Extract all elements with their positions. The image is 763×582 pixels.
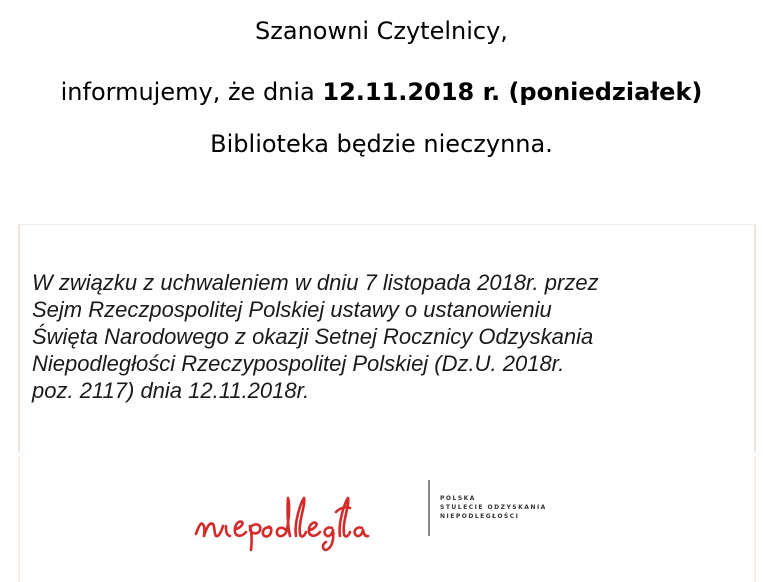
legal-notice-text [32,269,744,404]
inform-line [0,77,763,107]
inform-prefix: informujemy, że dnia [60,78,323,106]
logo-caption-line: STULECIE ODZYSKANIA [440,504,547,511]
closure-date: 12.11.2018 r. (poniedziałek) [322,78,703,106]
logo-caption-line: POLSKA [440,495,476,502]
notice-line: W związku z uchwaleniem w dniu 7 listopada 2018r. przez [32,270,599,295]
notice-line: poz. 2117) dnia 12.11.2018r. [32,378,310,403]
library-closed-line: Biblioteka będzie nieczynna. [210,130,553,158]
logo-caption-line: NIEPODLEGŁOŚCI [440,513,520,520]
niepodlegla-signature-logo [190,482,430,552]
notice-line: Sejm Rzeczpospolitej Polskiej ustawy o ustanowieniu [32,297,552,322]
notice-line: Święta Narodowego z okazji Setnej Rocznicy Odzyskania [32,324,594,349]
logo-caption [440,494,547,521]
legal-notice-box [18,224,756,452]
niepodlegla-logo [18,456,756,582]
logo-divider [428,480,430,536]
notice-line: Niepodległości Rzeczypospolitej Polskiej (Dz.U. 2018r. [32,351,565,376]
greeting-line: Szanowni Czytelnicy, [255,17,508,45]
